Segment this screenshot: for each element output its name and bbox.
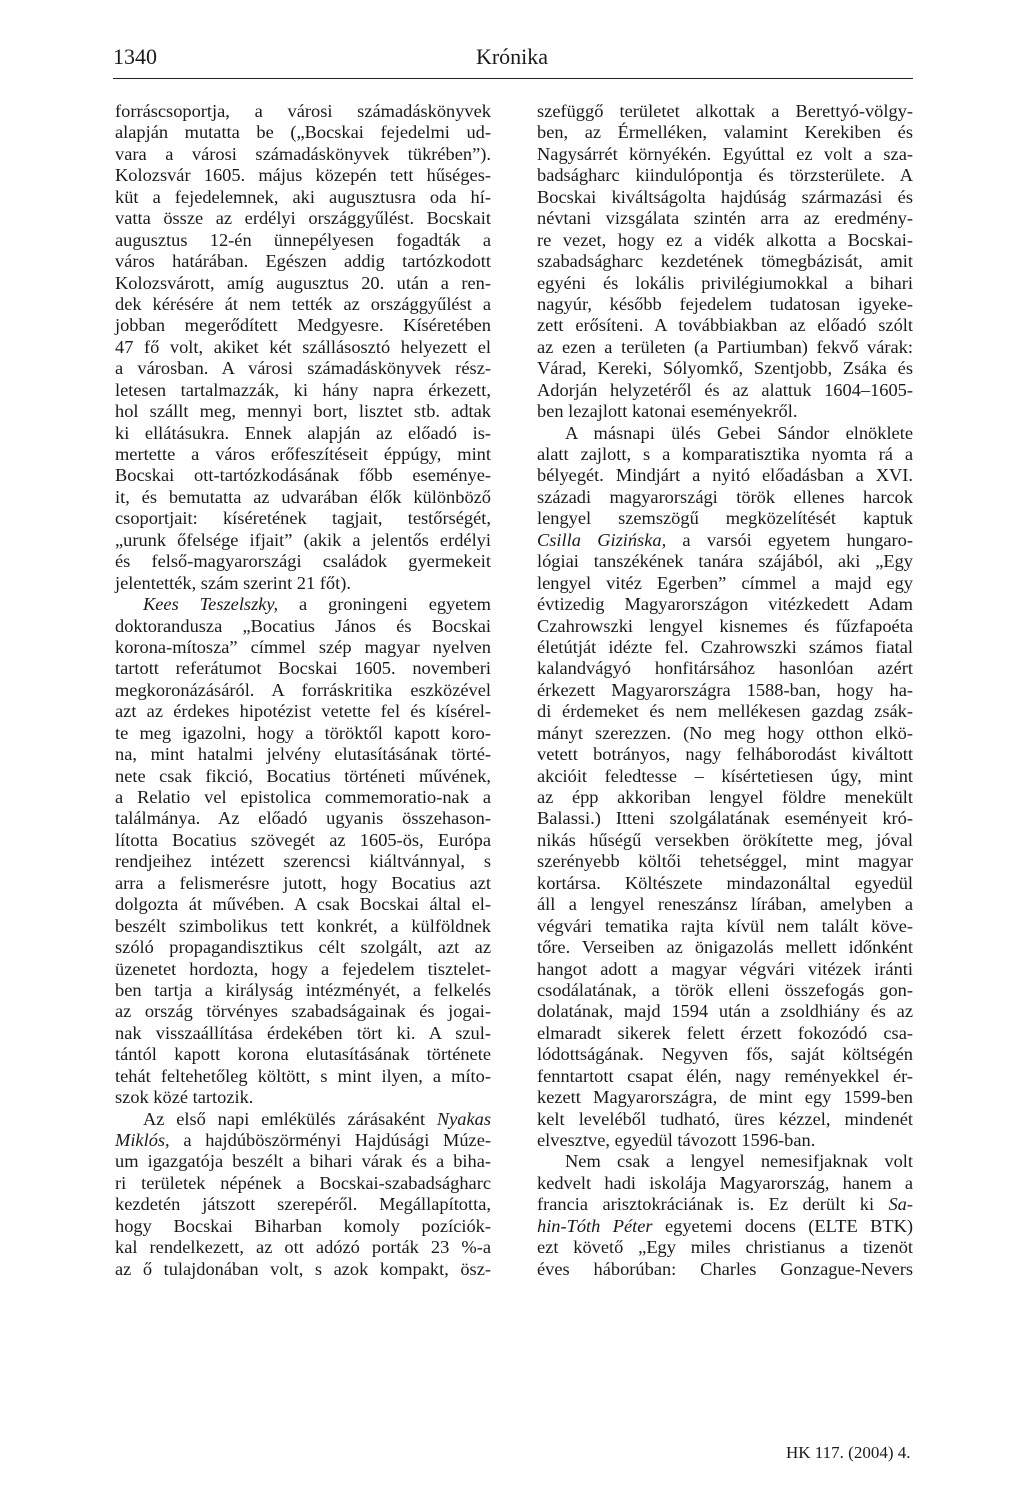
- line-text: jelentették, szám szerint 21 főt).: [115, 572, 351, 593]
- line-text: Kolozsvár 1605. május közepén tett hűséges-: [115, 165, 491, 186]
- text-line: [537, 1001, 913, 1022]
- header-rule: [113, 78, 913, 79]
- line-text: tántól kapott korona elutasításának története: [115, 1044, 491, 1065]
- text-line: [537, 1237, 913, 1258]
- line-text: it, és bemutatta az udvarában élők különböző: [115, 486, 491, 507]
- line-text: ki ellátásukra. Ennek alapján az előadó is-: [115, 422, 491, 443]
- text-line: [537, 766, 913, 787]
- line-text: nak visszaállítása érdekében tört ki. A szul-: [115, 1022, 491, 1043]
- text-line: [537, 680, 913, 701]
- text-line: [115, 444, 491, 465]
- line-text: Várad, Kereki, Sólyomkő, Szentjobb, Zsáka és: [537, 358, 913, 379]
- line-text: um igazgatója beszélt a bihari várak és a biha-: [115, 1151, 491, 1172]
- text-line: [537, 894, 913, 915]
- line-text: kezett Magyarországra, de mint egy 1599-ben: [537, 1087, 913, 1108]
- text-line: [115, 1259, 491, 1280]
- line-text: ben, az Érmelléken, valamint Kerekiben és: [537, 122, 913, 143]
- line-text: kedvelt hadi iskolája Magyarország, hanem a: [537, 1172, 913, 1193]
- text-line: [537, 937, 913, 958]
- line-text: tőre. Verseiben az önigazolás mellett időnként: [537, 937, 913, 958]
- line-text: letesen tartalmazzák, ki hány napra érkezett,: [115, 379, 491, 400]
- line-text: doktorandusza „Bocatius János és Bocskai: [115, 615, 491, 636]
- text-line: [537, 273, 913, 294]
- text-line: [115, 337, 491, 358]
- text-line: [537, 315, 913, 336]
- text-line: [537, 358, 913, 379]
- line-text: Bocskai kiváltságolta hajdúság származási és: [537, 186, 913, 207]
- text-line: [115, 1023, 491, 1044]
- line-text: dek kérésére át nem tették az országgyűlést a: [115, 293, 491, 314]
- line-text: szabadságharc kezdetének tömegbázisát, amit: [537, 251, 913, 272]
- line-text: Balassi.) Itteni szolgálatának eseményeit kró-: [537, 808, 913, 829]
- line-text: augusztus 12-én ünnepélyesen fogadták a: [115, 229, 491, 250]
- text-line: [537, 465, 913, 486]
- text-line: [115, 358, 491, 379]
- text-line: [115, 208, 491, 229]
- text-line: [115, 1087, 491, 1108]
- line-text: egyetemi docens (ELTE BTK): [652, 1215, 913, 1236]
- line-text: kalandvágyó honfitársához hasonlóan azért: [537, 658, 913, 679]
- line-text: bélyegét. Mindjárt a nyitó előadásban a XVI.: [537, 465, 913, 486]
- text-line: [115, 616, 491, 637]
- text-line: [115, 1237, 491, 1258]
- text-line: [115, 766, 491, 787]
- line-text: kelt leveléből tudható, üres kézzel, mindenét: [537, 1108, 913, 1129]
- line-text: életútját idézte fel. Czahrowszki számos fiatal: [537, 636, 913, 657]
- text-line: [537, 1087, 913, 1108]
- line-text: szóló propagandisztikus célt szolgált, azt az: [115, 937, 491, 958]
- line-text: küt a fejedelemnek, aki augusztusra oda hí-: [115, 186, 491, 207]
- text-line: [115, 423, 491, 444]
- line-text: nete csak fikció, Bocatius történeti művének,: [115, 765, 491, 786]
- line-text: ben lezajlott katonai eseményekről.: [537, 401, 798, 422]
- text-line: [115, 1130, 491, 1151]
- line-text: francia arisztokráciának is. Ez derült ki: [537, 1194, 889, 1215]
- line-text: elmaradt sikerek felett érzett fokozódó csa-: [537, 1022, 913, 1043]
- line-text: évtizedig Magyarországon vitézkedett Adam: [537, 594, 913, 615]
- line-text: alatt zajlott, s a komparatisztika nyomta rá a: [537, 444, 913, 464]
- text-line: [537, 294, 913, 315]
- line-text: forráscsoportja, a városi számadáskönyvek: [115, 101, 491, 121]
- line-text: lódottságának. Negyven fős, saját költségén: [537, 1044, 913, 1065]
- line-text: szok közé tartozik.: [115, 1087, 254, 1108]
- line-text: a hajdúböszörményi Hajdúsági Múze-: [169, 1130, 491, 1150]
- line-text: csoportjait: kíséretének tagjait, testőrségét,: [115, 508, 491, 529]
- line-text: az ország törvényes szabadságainak és jogai-: [115, 1001, 491, 1022]
- text-line: [537, 980, 913, 1001]
- line-text: alapján mutatta be („Bocskai fejedelmi ud-: [115, 122, 491, 143]
- text-line: [115, 937, 491, 958]
- line-text: egyéni és lokális privilégiumokkal a bihari: [537, 272, 913, 293]
- italic-name: Csilla Gizińska,: [537, 529, 667, 550]
- text-line: [115, 830, 491, 851]
- line-text: na, mint hatalmi jelvény elutasításának törté-: [115, 744, 491, 765]
- line-text: a groningeni egyetem: [278, 594, 491, 615]
- text-line: [537, 1259, 913, 1280]
- text-line: [115, 465, 491, 486]
- line-text: névtani vizsgálata szintén arra az eredmény-: [537, 208, 913, 229]
- text-line: [537, 594, 913, 615]
- line-text: te meg igazolni, hogy a töröktől kapott koro-: [115, 722, 491, 743]
- line-text: a varsói egyetem hungaro-: [666, 529, 913, 550]
- text-line: [115, 101, 491, 122]
- line-text: vatta össze az erdélyi országgyűlést. Bocskait: [115, 208, 491, 229]
- text-line: [537, 423, 913, 444]
- text-line: [537, 723, 913, 744]
- line-text: hol szállt meg, mennyi bort, lisztet stb. adtak: [115, 401, 491, 422]
- line-text: kezdetén játszott szerepéről. Megállapította,: [115, 1194, 491, 1215]
- journal-reference: HK 117. (2004) 4.: [786, 1443, 911, 1462]
- line-text: Kolozsvárott, amíg augusztus 20. után a ren-: [115, 272, 491, 293]
- line-text: dolatának, majd 1594 után a zsoldhiány és az: [537, 1001, 913, 1022]
- line-text: az ezen a területen (a Partiumban) fekvő várak:: [537, 336, 913, 357]
- line-text: tehát feltehetőleg költött, s mint ilyen, a míto-: [115, 1065, 491, 1086]
- line-text: szefüggő területet alkottak a Berettyó-völgy-: [537, 101, 913, 121]
- text-line: [537, 101, 913, 122]
- line-text: lította Bocatius szövegét az 1605-ös, Európa: [115, 829, 491, 850]
- text-line: [115, 1151, 491, 1172]
- text-line: [115, 1066, 491, 1087]
- text-line: [537, 1109, 913, 1130]
- text-line: [115, 144, 491, 165]
- text-line: [537, 508, 913, 529]
- text-line: [115, 894, 491, 915]
- line-text: hangot adott a magyar végvári vitézek iránti: [537, 958, 913, 979]
- text-line: [115, 1194, 491, 1215]
- italic-name: Nyakas: [436, 1108, 491, 1129]
- text-line: [115, 594, 491, 615]
- line-text: találmánya. Az előadó ugyanis összehason-: [115, 808, 491, 829]
- line-text: zett erősíteni. A továbbiakban az előadó szólt: [537, 315, 913, 336]
- text-line: [537, 744, 913, 765]
- line-text: „urunk őfelsége ifjait” (akik a jelentős erdélyi: [115, 529, 491, 550]
- text-line: [537, 873, 913, 894]
- text-line: [537, 208, 913, 229]
- text-line: [115, 573, 491, 594]
- text-line: [537, 916, 913, 937]
- text-line: [537, 616, 913, 637]
- text-line: [537, 487, 913, 508]
- line-text: ezt követő „Egy miles christianus a tizenöt: [537, 1237, 913, 1258]
- line-text: századi magyarországi török ellenes harcok: [537, 486, 913, 507]
- text-line: [115, 873, 491, 894]
- line-text: kal rendelkezett, az ott adózó porták 23 %-a: [115, 1237, 491, 1258]
- text-line: [115, 959, 491, 980]
- text-line: [537, 658, 913, 679]
- text-line: [537, 122, 913, 143]
- line-text: dolgozta át művében. A csak Bocskai által el-: [115, 894, 491, 915]
- italic-name: Kees Teszelszky,: [143, 594, 279, 615]
- text-line: [537, 165, 913, 186]
- text-line: [115, 723, 491, 744]
- line-text: Nagysárrét környékén. Egyúttal ez volt a sza-: [537, 143, 913, 164]
- line-text: Czahrowszki lengyel kisnemes és fűzfapoéta: [537, 615, 913, 636]
- line-text: tartott referátumot Bocskai 1605. novemberi: [115, 658, 491, 679]
- line-text: badságharc kiindulópontja és törzsterülete. A: [537, 165, 913, 186]
- text-line: [115, 744, 491, 765]
- text-line: [537, 530, 913, 551]
- text-line: [115, 637, 491, 658]
- text-line: [115, 916, 491, 937]
- text-line: [537, 1151, 913, 1172]
- line-text: elvesztve, egyedül távozott 1596-ban.: [537, 1130, 816, 1150]
- line-text: végvári tematika rajta kívül nem talált köve-: [537, 915, 913, 936]
- line-text: Az első napi emlékülés zárásaként: [143, 1108, 437, 1129]
- line-text: nagyúr, később fejedelem tudatosan igyeke-: [537, 293, 913, 314]
- text-line: [115, 165, 491, 186]
- line-text: és felső-magyarországi családok gyermekeit: [115, 551, 491, 572]
- line-text: vetett botrányos, nagy felháborodást kiváltott: [537, 744, 913, 765]
- text-line: [115, 530, 491, 551]
- line-text: vara a városi számadáskönyvek tükrében”).: [115, 143, 491, 164]
- text-line: [115, 808, 491, 829]
- line-text: Nem csak a lengyel nemesifjaknak volt: [565, 1151, 913, 1172]
- line-text: Bocskai ott-tartózkodásának főbb eseménye-: [115, 465, 491, 486]
- line-text: üzenetet hordozta, hogy a fejedelem tisztelet-: [115, 958, 491, 979]
- text-line: [115, 1044, 491, 1065]
- text-line: [537, 1023, 913, 1044]
- text-line: [537, 337, 913, 358]
- line-text: a városban. A városi számadáskönyvek rész-: [115, 358, 491, 379]
- text-line: [115, 315, 491, 336]
- text-line: [115, 1001, 491, 1022]
- text-line: [115, 980, 491, 1001]
- text-line: [537, 573, 913, 594]
- right-column: [537, 101, 913, 1280]
- line-text: lógiai tanszékének tanára szájából, aki „Egy: [537, 551, 913, 572]
- text-line: [115, 508, 491, 529]
- page-number: 1340: [113, 44, 157, 69]
- line-text: arra a felismerésre jutott, hogy Bocatius azt: [115, 872, 491, 893]
- line-text: ben tartja a királyság intézményét, a felkelés: [115, 979, 491, 1000]
- text-line: [115, 1216, 491, 1237]
- text-line: [537, 230, 913, 251]
- text-line: [537, 787, 913, 808]
- text-line: [115, 273, 491, 294]
- text-line: [115, 551, 491, 572]
- line-text: szerényebb költői tehetséggel, mint magyar: [537, 851, 913, 872]
- line-text: az ő tulajdonában volt, s azok kompakt, ösz-: [115, 1258, 491, 1279]
- line-text: érkezett Magyarországra 1588-ban, hogy ha-: [537, 679, 913, 700]
- line-text: A másnapi ülés Gebei Sándor elnöklete: [565, 422, 913, 443]
- line-text: mányt szerezzen. (No meg hogy otthon elkö-: [537, 722, 913, 743]
- line-text: kortársa. Költészete mindazonáltal egyedül: [537, 872, 913, 893]
- text-line: [537, 701, 913, 722]
- text-line: [537, 187, 913, 208]
- text-line: [115, 680, 491, 701]
- line-text: megkoronázásáról. A forráskritika eszközével: [115, 679, 491, 700]
- text-line: [115, 401, 491, 422]
- text-line: [537, 551, 913, 572]
- text-line: [115, 851, 491, 872]
- line-text: nikás hűségű versekben örökítette meg, jóval: [537, 829, 913, 850]
- line-text: a Relatio vel epistolica commemoratio-nak a: [115, 787, 491, 807]
- italic-name: hin-Tóth Péter: [537, 1215, 653, 1236]
- line-text: akcióit feledtesse – kísértetiesen úgy, mint: [537, 765, 913, 786]
- text-line: [537, 1044, 913, 1065]
- text-line: [537, 637, 913, 658]
- text-line: [115, 487, 491, 508]
- line-text: mertette a város erőfeszítéseit éppúgy, mint: [115, 444, 491, 464]
- line-text: fenntartott csapat élén, nagy reményekkel ér-: [537, 1065, 913, 1086]
- line-text: di érdemeket és nem mellékesen gazdag zsák-: [537, 701, 913, 722]
- text-line: [115, 380, 491, 401]
- text-line: [115, 1173, 491, 1194]
- left-column: [115, 101, 491, 1280]
- text-line: [537, 808, 913, 829]
- text-line: [115, 187, 491, 208]
- text-line: [537, 1216, 913, 1237]
- text-line: [537, 830, 913, 851]
- line-text: azt az érdekes hipotézist vetette fel és kísérel-: [115, 701, 491, 722]
- text-line: [115, 787, 491, 808]
- text-line: [537, 444, 913, 465]
- text-line: [537, 380, 913, 401]
- text-line: [115, 230, 491, 251]
- line-text: Adorján helyzetéről és az alattuk 1604–1605-: [537, 379, 913, 400]
- line-text: csodálatának, a török elleni összefogás gon-: [537, 979, 913, 1000]
- text-line: [115, 251, 491, 272]
- text-line: [537, 144, 913, 165]
- line-text: jobban megerődített Medgyesre. Kíséretében: [115, 315, 491, 336]
- text-line: [537, 959, 913, 980]
- running-title: Krónika: [475, 44, 549, 69]
- line-text: korona-mítosza” címmel szép magyar nyelven: [115, 636, 491, 657]
- text-line: [115, 658, 491, 679]
- text-line: [537, 1130, 913, 1151]
- italic-name: Sa-: [888, 1194, 913, 1215]
- text-line: [537, 251, 913, 272]
- text-line: [537, 1173, 913, 1194]
- line-text: ri területek népének a Bocskai-szabadságharc: [115, 1172, 491, 1193]
- line-text: lengyel vitéz Egerben” címmel a majd egy: [537, 572, 913, 593]
- line-text: re vezet, hogy ez a vidék alkotta a Bocskai-: [537, 229, 913, 250]
- line-text: rendjeihez intézett szerencsi kiáltvánnyal, s: [115, 851, 491, 872]
- line-text: lengyel szemszögű megközelítését kaptuk: [537, 508, 913, 529]
- text-line: [537, 1066, 913, 1087]
- text-line: [537, 1194, 913, 1215]
- line-text: az épp akkoriban lengyel földre menekült: [537, 787, 913, 807]
- text-line: [115, 701, 491, 722]
- line-text: beszélt szimbolikus tett konkrét, a külföldnek: [115, 915, 491, 936]
- line-text: város határában. Egészen addig tartózkodott: [115, 251, 491, 272]
- text-line: [115, 122, 491, 143]
- text-line: [115, 1109, 491, 1130]
- text-line: [115, 294, 491, 315]
- text-line: [537, 851, 913, 872]
- text-line: [537, 401, 913, 422]
- line-text: éves háborúban: Charles Gonzague-Nevers: [537, 1258, 913, 1279]
- italic-name: Miklós,: [115, 1130, 170, 1150]
- line-text: hogy Bocskai Biharban komoly pozíciók-: [115, 1215, 491, 1236]
- line-text: 47 fő volt, akiket két szállásosztó helyezett el: [115, 336, 491, 357]
- line-text: áll a lengyel reneszánsz lírában, amelyben a: [537, 894, 913, 915]
